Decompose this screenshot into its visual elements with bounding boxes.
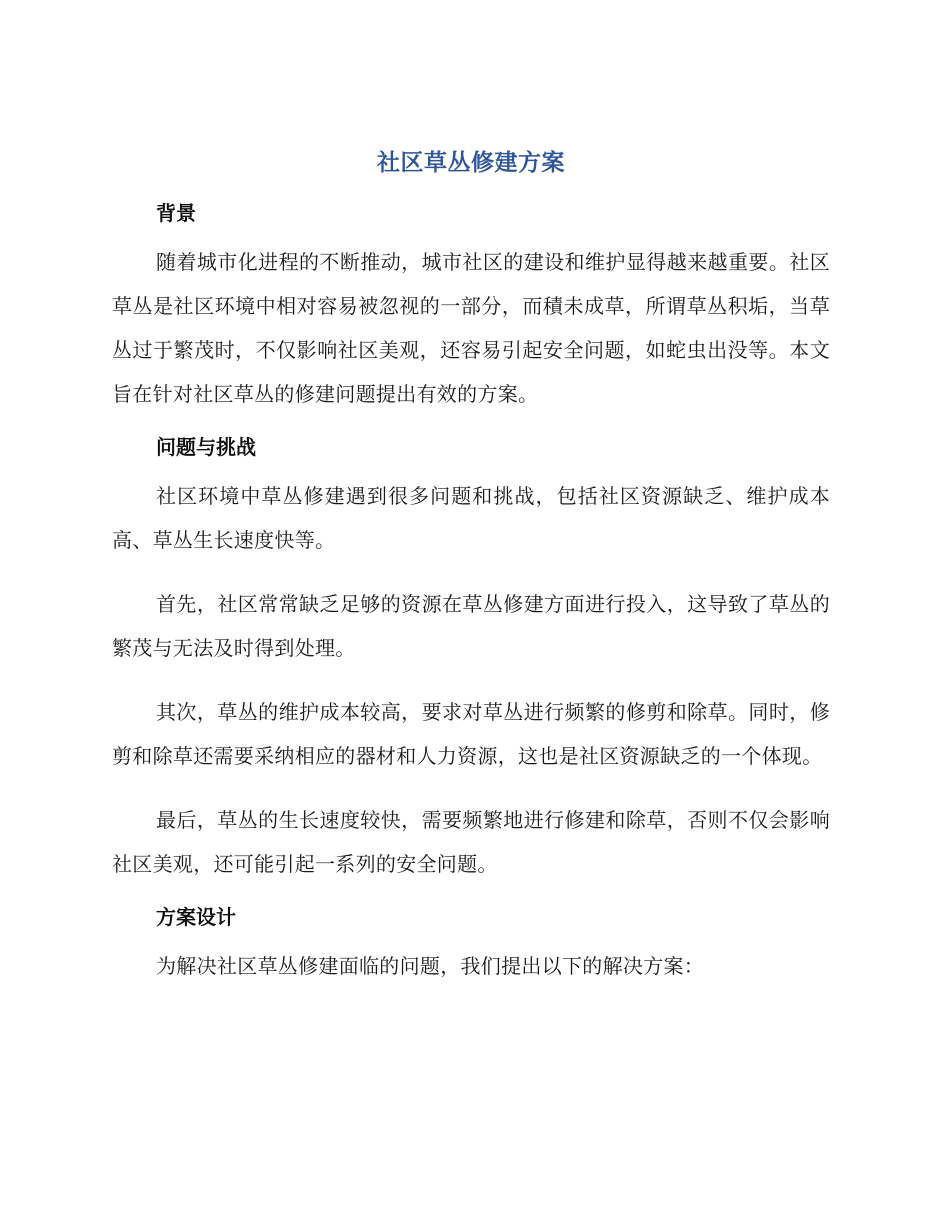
paragraph-problems-intro: 社区环境中草丛修建遇到很多问题和挑战，包括社区资源缺乏、维护成本高、草丛生长速度快等。 — [112, 484, 830, 552]
section-heading-solution: 方案设计 — [156, 905, 236, 929]
paragraph-problems-last: 最后，草丛的生长速度较快，需要频繁地进行修建和除草，否则不仅会影响社区美观，还可能引起一系列的安全问题。 — [112, 808, 830, 876]
section-heading-problems: 问题与挑战 — [156, 435, 256, 459]
document-body — [112, 144, 830, 988]
paragraph-problems-second: 其次，草丛的维护成本较高，要求对草丛进行频繁的修剪和除草。同时，修剪和除草还需要采纳相应的器材和人力资源，这也是社区资源缺乏的一个体现。 — [112, 700, 830, 768]
document-title: 社区草丛修建方案 — [377, 150, 565, 176]
paragraph-solution-intro: 为解决社区草丛修建面临的问题，我们提出以下的解决方案： — [156, 954, 705, 978]
paragraph-background: 随着城市化进程的不断推动，城市社区的建设和维护显得越来越重要。社区草丛是社区环境中相对容易被忽视的一部分，而積未成草，所谓草丛积垢，当草丛过于繁茂时，不仅影响社区美观，还容易引起安全问题，如蛇虫出没等。本文旨在针对社区草丛的修建问题提出有效的方案。 — [112, 250, 830, 406]
paragraph-problems-first: 首先，社区常常缺乏足够的资源在草丛修建方面进行投入，这导致了草丛的繁茂与无法及时得到处理。 — [112, 592, 830, 660]
section-heading-background: 背景 — [156, 201, 196, 225]
